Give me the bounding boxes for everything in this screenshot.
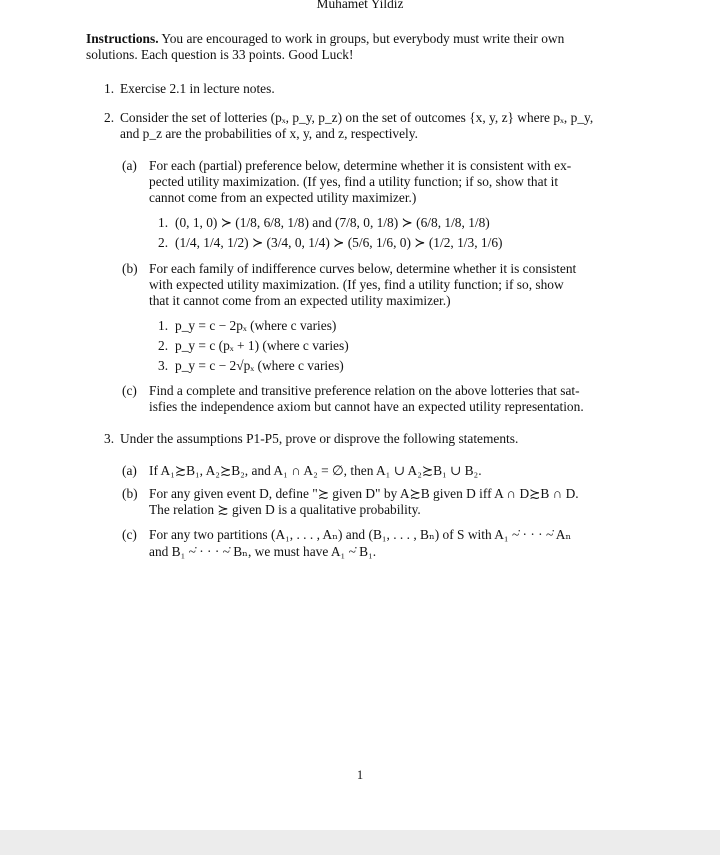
q2b-line-1: For each family of indifference curves below, determine whether it is consistent	[149, 261, 577, 276]
q3c-line-2: and B₁ ~̇ · · · ~̇ Bₙ, we must have A₁ ~̇ B₁.	[149, 544, 377, 559]
q3a-label: (a)	[122, 463, 137, 478]
q2b-item-1-number: 1.	[158, 318, 169, 333]
q2c-label: (c)	[122, 383, 137, 398]
q2b-line-3: that it cannot come from an expected utility maximizer.)	[149, 293, 451, 308]
q3b-line-1: For any given event D, define "≿ given D" by A≿B given D iff A ∩ D≿B ∩ D.	[149, 486, 579, 501]
q2-number: 2.	[104, 110, 115, 125]
q2b-line-2: with expected utility maximization. (If yes, find a utility function; if so, show	[149, 277, 564, 292]
q3b-line-2: The relation ≿ given D is a qualitative probability.	[149, 502, 421, 517]
q3-line-1: Under the assumptions P1-P5, prove or disprove the following statements.	[120, 431, 519, 446]
author-header: Muhamet Yildiz	[316, 0, 404, 11]
q2b-item-2-number: 2.	[158, 338, 169, 353]
q3c-line-1: For any two partitions (A₁, . . . , Aₙ) and (B₁, . . . , Bₙ) of S with A₁ ~̇ · · · ~̇ Aₙ	[149, 527, 572, 542]
q3a-line-1: If A₁≿B₁, A₂≿B₂, and A₁ ∩ A₂ = ∅, then A₁ ∪ A₂≿B₁ ∪ B₂.	[149, 463, 482, 478]
q3c-label: (c)	[122, 527, 137, 542]
instructions-line-2: solutions. Each question is 33 points. Good Luck!	[86, 47, 354, 62]
instructions-text-1: You are encouraged to work in groups, but everybody must write their own	[158, 31, 565, 46]
q2c-line-2: isfies the independence axiom but cannot have an expected utility representation.	[149, 399, 584, 414]
q2a-label: (a)	[122, 158, 137, 173]
q3b-label: (b)	[122, 486, 138, 501]
q3-number: 3.	[104, 431, 115, 446]
q2a-item-1-number: 1.	[158, 215, 169, 230]
viewer-bottom-band	[0, 830, 720, 855]
q2b-item-1-text: p_y = c − 2pₓ (where c varies)	[175, 318, 337, 333]
q2b-item-3-text: p_y = c − 2√pₓ (where c varies)	[175, 358, 344, 373]
q1-number: 1.	[104, 81, 115, 96]
q2b-label: (b)	[122, 261, 138, 276]
q2b-item-2-text: p_y = c (pₓ + 1) (where c varies)	[175, 338, 349, 353]
q2a-item-2-number: 2.	[158, 235, 169, 250]
q2a-line-2: pected utility maximization. (If yes, find a utility function; if so, show that it	[149, 174, 559, 189]
page-number: 1	[356, 768, 364, 782]
instructions-line-1	[86, 31, 564, 47]
q2c-line-1: Find a complete and transitive preference relation on the above lotteries that sat-	[149, 383, 580, 398]
q2b-item-3-number: 3.	[158, 358, 169, 373]
q2a-line-3: cannot come from an expected utility maximizer.)	[149, 190, 417, 205]
q1-text: Exercise 2.1 in lecture notes.	[120, 81, 275, 96]
q2a-line-1: For each (partial) preference below, determine whether it is consistent with ex-	[149, 158, 572, 173]
q2a-item-2-text: (1/4, 1/4, 1/2) ≻ (3/4, 0, 1/4) ≻ (5/6, 1/6, 0) ≻ (1/2, 1/3, 1/6)	[175, 235, 503, 250]
q2-line-2: and p_z are the probabilities of x, y, and z, respectively.	[120, 126, 418, 141]
instructions-label: Instructions.	[86, 31, 159, 46]
q2-line-1: Consider the set of lotteries (pₓ, p_y, p_z) on the set of outcomes {x, y, z} where pₓ, p_y,	[120, 110, 594, 125]
q2a-item-1-text: (0, 1, 0) ≻ (1/8, 6/8, 1/8) and (7/8, 0, 1/8) ≻ (6/8, 1/8, 1/8)	[175, 215, 490, 230]
